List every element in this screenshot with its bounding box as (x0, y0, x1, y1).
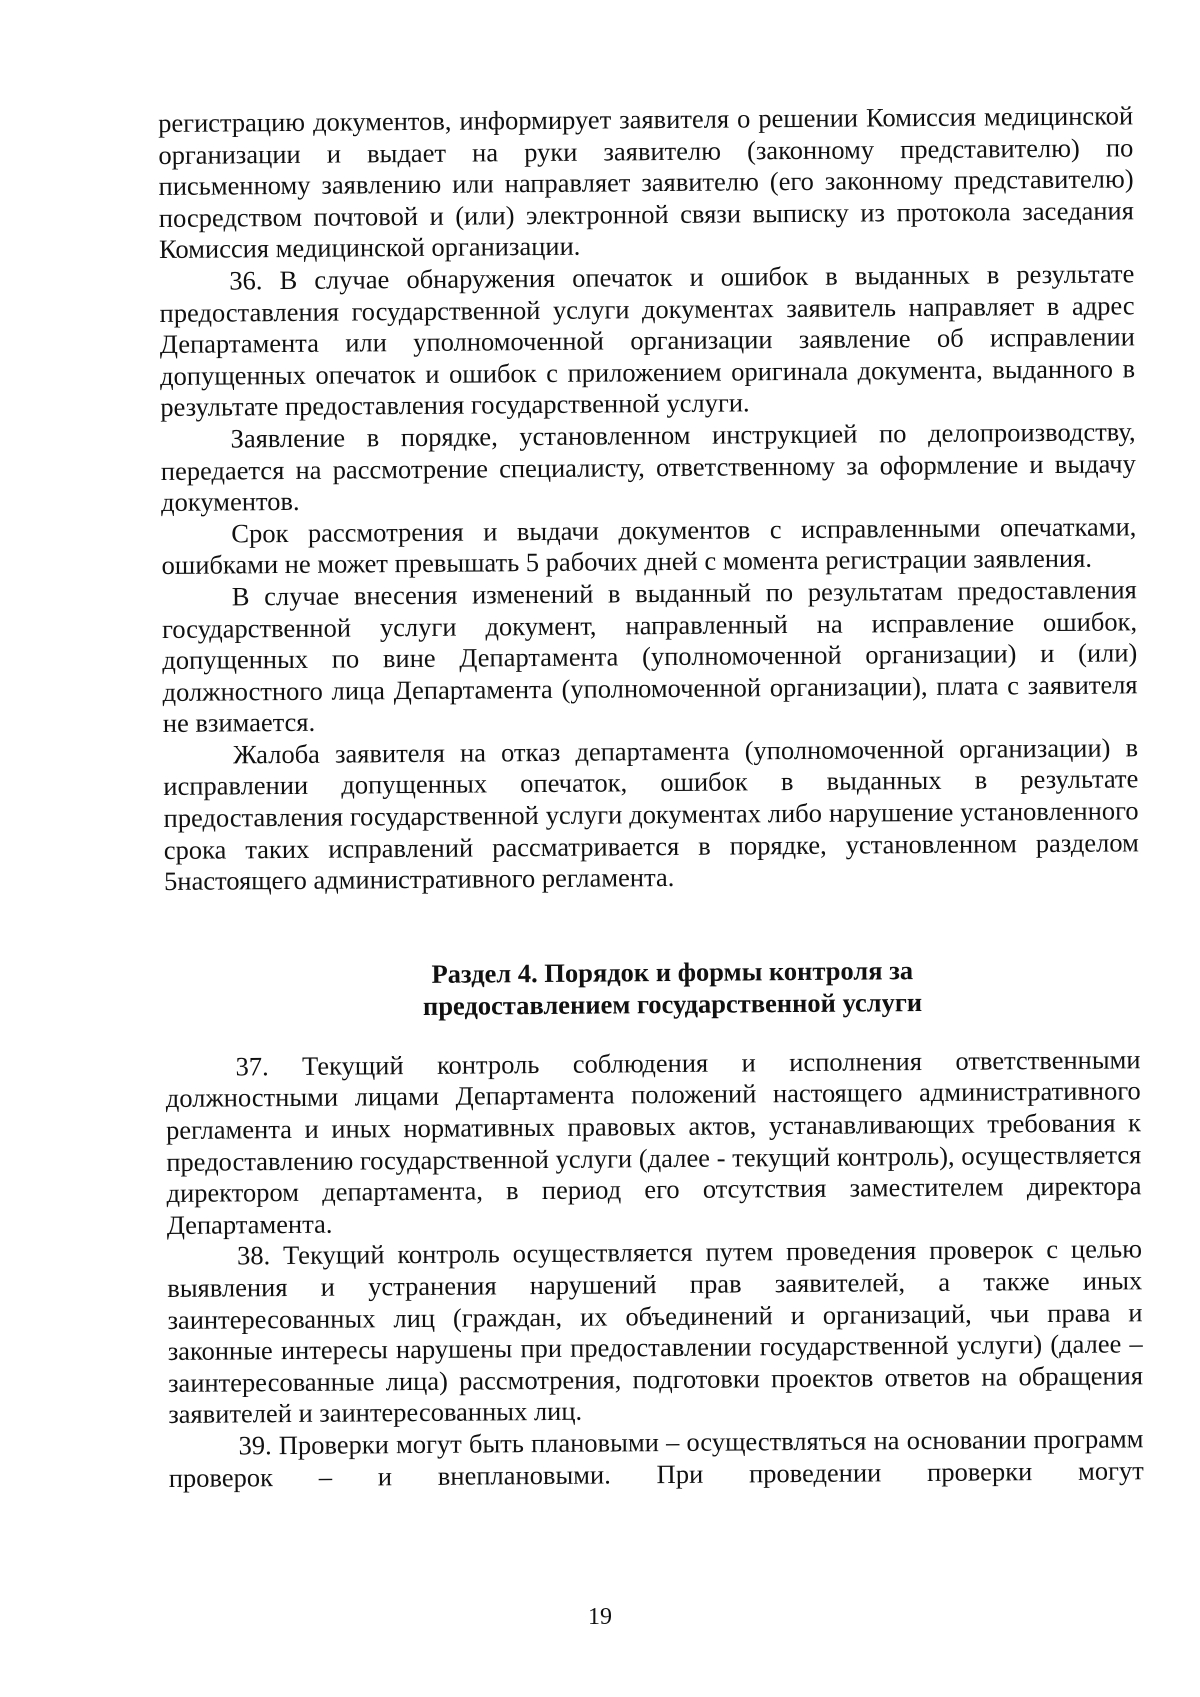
paragraph-review-term: Срок рассмотрения и выдачи документов с исправленными опечатками, ошибками не может превышать 5 рабочих дней с момента регистрации заявления. (161, 511, 1137, 581)
section-heading (165, 952, 1140, 1024)
paragraph-no-fee: В случае внесения изменений в выданный по результатам предоставления государственной услуги документ, направленный на исправление ошибок, допущенных по вине Департамента (уполномоченной организации) и (или) должностного лица Департамента (уполномоченной организации), плата с заявителя не взимается. (161, 574, 1138, 739)
spacer (164, 890, 1139, 960)
document-page (158, 100, 1144, 1494)
page-number: 19 (588, 1604, 612, 1630)
paragraph-36: 36. В случае обнаружения опечаток и ошибок в выданных в результате предоставления государственной услуги документах заявитель направляет в адрес Департамента или уполномоченной организации заявление об исправлении допущенных опечаток и ошибок с приложением оригинала документа, выданного в результате предоставления государственной услуги. (159, 258, 1136, 423)
paragraph-continuation: регистрацию документов, информирует заявителя о решении Комиссия медицинской организации и выдает на руки заявителю (законному представителю) по письменному заявлению или направляет заявителю (его законному представителю) посредством почтовой и (или) электронной связи выписку из протокола заседания Комиссия медицинской организации. (158, 100, 1134, 265)
paragraph-39: 39. Проверки могут быть плановыми – осуществляться на основании программ проверок – и внеплановыми. При проведении проверки могут (168, 1423, 1144, 1493)
section-heading-line-1: Раздел 4. Порядок и формы контроля за (431, 954, 914, 989)
section-heading-line-2: предоставлением государственной услуги (422, 986, 923, 1021)
paragraph-38: 38. Текущий контроль осуществляется путем проведения проверок с целью выявления и устранения нарушений прав заявителей, а также иных заинтересованных лиц (граждан, их объединений и организаций, чьи права и законные интересы нарушены при предоставлении государственной услуги) (далее – заинтересованные лица) рассмотрения, подготовки проектов ответов на обращения заявителей и заинтересованных лиц. (167, 1233, 1144, 1430)
paragraph-application-procedure: Заявление в порядке, установленном инструкцией по делопроизводству, передается на рассмотрение специалисту, ответственному за оформление и выдачу документов. (160, 416, 1136, 518)
paragraph-37: 37. Текущий контроль соблюдения и исполнения ответственными должностными лицами Департамента положений настоящего административного регламента и иных нормативных правовых актов, устанавливающих требования к предоставлению государственной услуги (далее - текущий контроль), осуществляется директором департамента, в период его отсутствия заместителем директора Департамента. (165, 1044, 1142, 1240)
paragraph-complaint: Жалоба заявителя на отказ департамента (уполномоченной организации) в исправлении допущенных опечаток, ошибок в выданных в результате предоставления государственной услуги документах либо нарушение установленного срока таких исправлений рассматривается в порядке, установленном разделом 5настоящего административного регламента. (163, 732, 1139, 897)
